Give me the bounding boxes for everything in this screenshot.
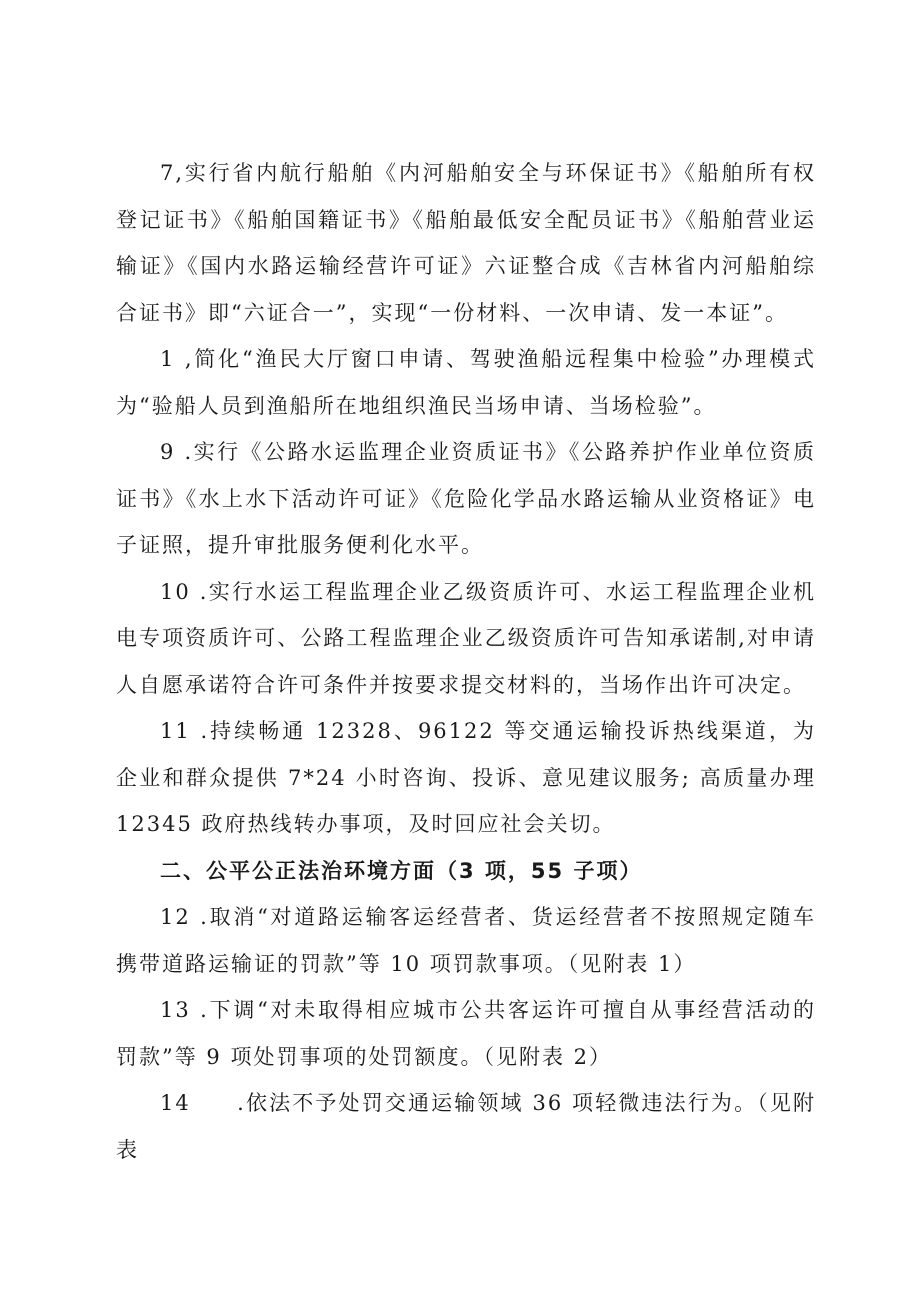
paragraph-item-10: 10 .实行水运工程监理企业乙级资质许可、水运工程监理企业机电专项资质许可、公路工程监理企业乙级资质许可告知承诺制,对申请人自愿承诺符合许可条件并按要求提交材料的，当场作出许可决定。	[116, 579, 816, 697]
paragraph-item-13: 13 .下调“对未取得相应城市公共客运许可擅自从事经营活动的罚款”等 9 项处罚事项的处罚额度。（见附表 2）	[116, 998, 816, 1069]
paragraph-item-8: 1 ,简化“渔民大厅窗口申请、驾驶渔船远程集中检验”办理模式为“验船人员到渔船所在地组织渔民当场申请、当场检验”。	[116, 347, 816, 418]
paragraph-item-12: 12 .取消“对道路运输客运经营者、货运经营者不按照规定随车携带道路运输证的罚款”等 10 项罚款事项。（见附表 1）	[116, 905, 816, 976]
document-body	[116, 150, 816, 1173]
section-heading: 二、公平公正法治环境方面（3 项，55 子项）	[160, 858, 643, 883]
paragraph-item-11: 11 .持续畅通 12328、96122 等交通运输投诉热线渠道，为企业和群众提供 7*24 小时咨询、投诉、意见建议服务; 高质量办理 12345 政府热线转办事项，及时回应社会关切。	[116, 719, 816, 836]
paragraph-item-9: 9 .实行《公路水运监理企业资质证书》《公路养护作业单位资质证书》《水上水下活动许可证》《危险化学品水路运输从业资格证》电子证照，提升审批服务便利化水平。	[116, 440, 816, 557]
paragraph-item-7: 7,实行省内航行船舶《内河船舶安全与环保证书》《船舶所有权登记证书》《船舶国籍证书》《船舶最低安全配员证书》《船舶营业运输证》《国内水路运输经营许可证》六证整合成《吉林省内河船舶综合证书》即“六证合一”，实现“一份材料、一次申请、发一本证”。	[116, 161, 816, 325]
paragraph-item-14: 14 .依法不予处罚交通运输领域 36 项轻微违法行为。（见附表	[116, 1091, 816, 1162]
